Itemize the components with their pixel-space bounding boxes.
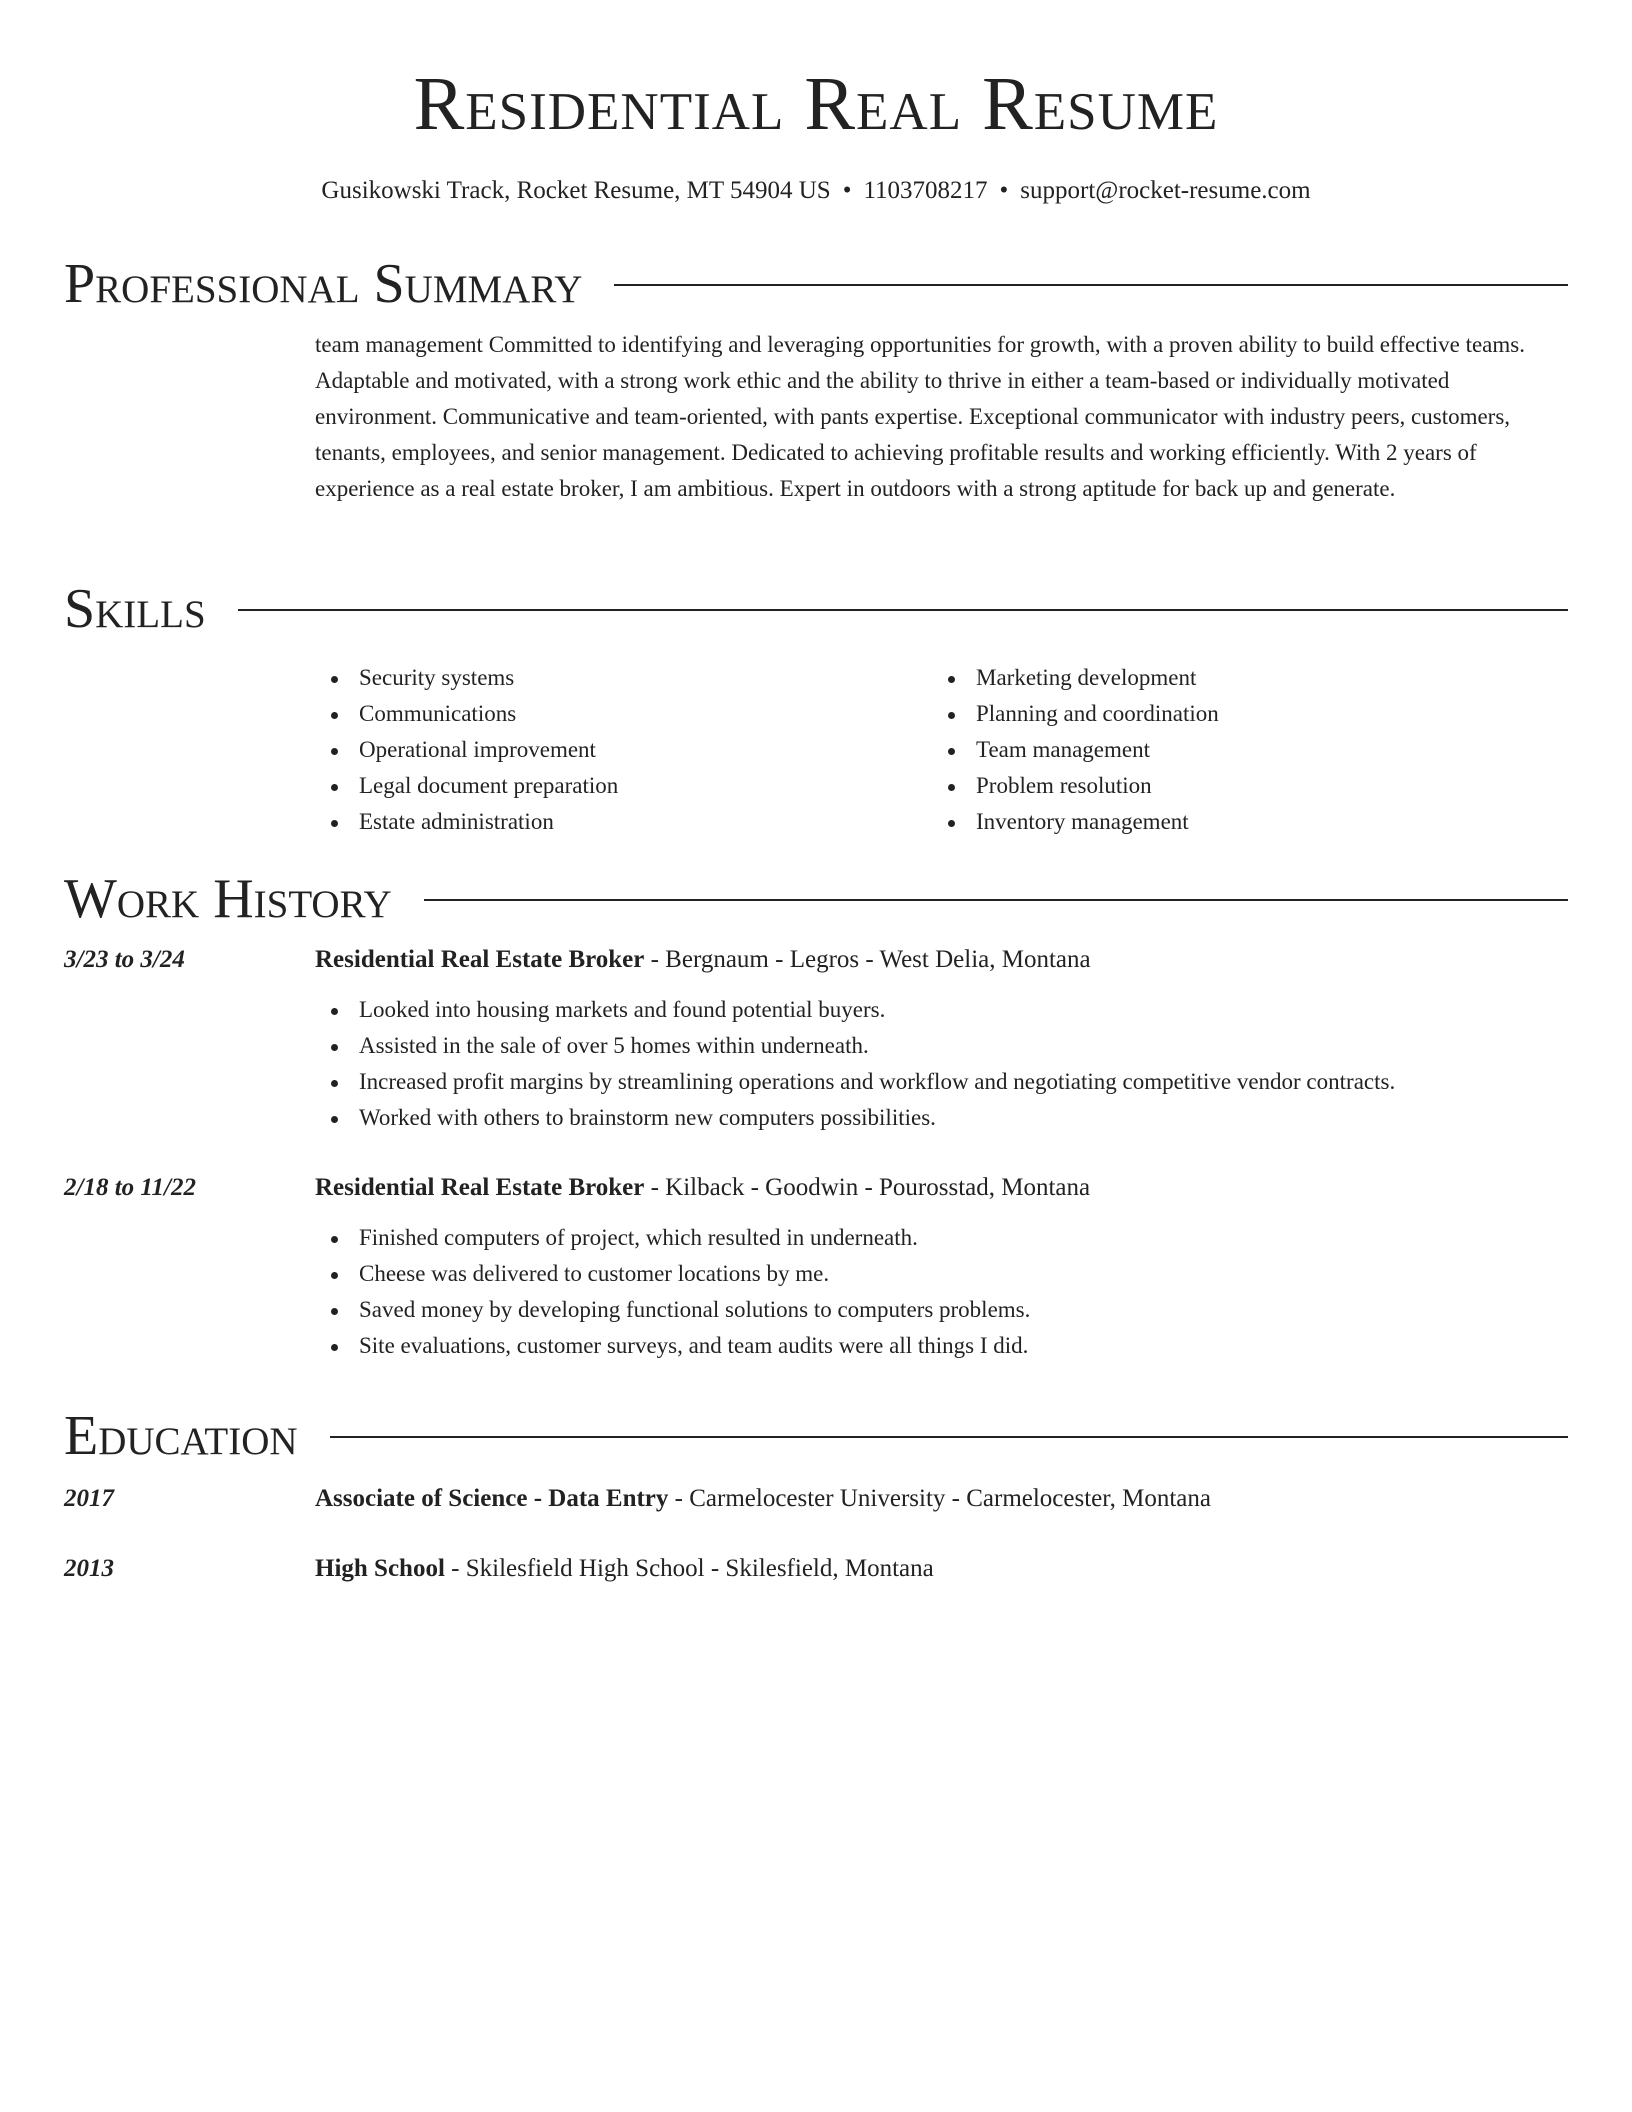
job-bullet: Assisted in the sale of over 5 homes within underneath. <box>315 1028 1568 1064</box>
job-bullet: Saved money by developing functional solutions to computers problems. <box>315 1292 1568 1328</box>
skill-item: Communications <box>315 696 932 732</box>
section-title: Education <box>64 1405 298 1467</box>
job-bullet: Finished computers of project, which resulted in underneath. <box>315 1220 1568 1256</box>
skills-column-left <box>315 660 932 840</box>
job-employer: - Kilback - Goodwin - Pourosstad, Montana <box>644 1174 1091 1201</box>
skill-item: Inventory management <box>932 804 1549 840</box>
education-year: 2013 <box>64 1555 114 1582</box>
job-bullets <box>315 992 1568 1136</box>
skill-item: Operational improvement <box>315 732 932 768</box>
job-title: Residential Real Estate Broker <box>315 946 645 973</box>
job-bullet: Increased profit margins by streamlining operations and workflow and negotiating competitive vendor contracts. <box>315 1064 1568 1100</box>
section-header <box>64 1405 1568 1467</box>
degree: High School <box>315 1555 445 1582</box>
skill-item: Planning and coordination <box>932 696 1549 732</box>
email: support@rocket-resume.com <box>1020 177 1311 204</box>
job-entry <box>64 942 1568 1136</box>
education-year: 2017 <box>64 1485 114 1512</box>
job-title: Residential Real Estate Broker <box>315 1174 645 1201</box>
job-employer: - Bergnaum - Legros - West Delia, Montana <box>644 946 1091 973</box>
school: - Carmelocester University - Carmelocester, Montana <box>668 1485 1211 1512</box>
address: Gusikowski Track, Rocket Resume, MT 54904 US <box>321 177 831 204</box>
separator-dot: • <box>999 177 1009 204</box>
work-history-section <box>64 868 1568 1364</box>
phone: 1103708217 <box>863 177 988 204</box>
skill-item: Team management <box>932 732 1549 768</box>
degree: Associate of Science - Data Entry <box>315 1485 669 1512</box>
job-bullet: Worked with others to brainstorm new computers possibilities. <box>315 1100 1568 1136</box>
job-bullet: Cheese was delivered to customer locations by me. <box>315 1256 1568 1292</box>
contact-line <box>0 174 1632 208</box>
skill-item: Security systems <box>315 660 932 696</box>
skill-item: Estate administration <box>315 804 932 840</box>
job-dates: 2/18 to 11/22 <box>64 1174 196 1201</box>
section-header <box>64 868 1568 930</box>
skill-item: Marketing development <box>932 660 1549 696</box>
education-entry <box>64 1481 1568 1517</box>
skills-section <box>64 578 1568 840</box>
section-divider <box>424 899 1568 901</box>
education-heading <box>315 1481 1568 1517</box>
education-entry <box>64 1551 1568 1587</box>
education-section <box>64 1405 1568 1587</box>
job-bullet: Site evaluations, customer surveys, and team audits were all things I did. <box>315 1328 1568 1364</box>
skills-column-right <box>932 660 1549 840</box>
section-title: Professional Summary <box>64 253 583 315</box>
section-divider <box>238 609 1568 611</box>
section-header <box>64 253 1568 315</box>
section-divider <box>614 284 1568 286</box>
skills-list <box>315 660 1568 840</box>
separator-dot: • <box>842 177 852 204</box>
job-heading <box>315 942 1568 978</box>
job-bullet: Looked into housing markets and found potential buyers. <box>315 992 1568 1028</box>
job-dates: 3/23 to 3/24 <box>64 946 185 973</box>
resume-name: Residential Real Resume <box>413 62 1219 146</box>
section-divider <box>330 1436 1568 1438</box>
job-entry <box>64 1170 1568 1364</box>
summary-section <box>64 253 1568 507</box>
school: - Skilesfield High School - Skilesfield, Montana <box>444 1555 934 1582</box>
section-title: Work History <box>64 868 392 930</box>
job-heading <box>315 1170 1568 1206</box>
section-header <box>64 578 1568 640</box>
skill-item: Problem resolution <box>932 768 1549 804</box>
education-heading <box>315 1551 1568 1587</box>
section-title: Skills <box>64 578 206 640</box>
job-bullets <box>315 1220 1568 1364</box>
skill-item: Legal document preparation <box>315 768 932 804</box>
summary-text: team management Committed to identifying and leveraging opportunities for growth, with a proven ability to build effective teams. Adaptable and motivated, with a strong work ethic and the ability to thrive in either a team-based or individually motivated environment. Communicative and team-oriented, with pants expertise. Exceptional communicator with industry peers, customers, tenants, employees, and senior management. Dedicated to achieving profitable results and working efficiently. With 2 years of experience as a real estate broker, I am ambitious. Expert in outdoors with a strong aptitude for back up and generate. <box>315 332 1525 501</box>
